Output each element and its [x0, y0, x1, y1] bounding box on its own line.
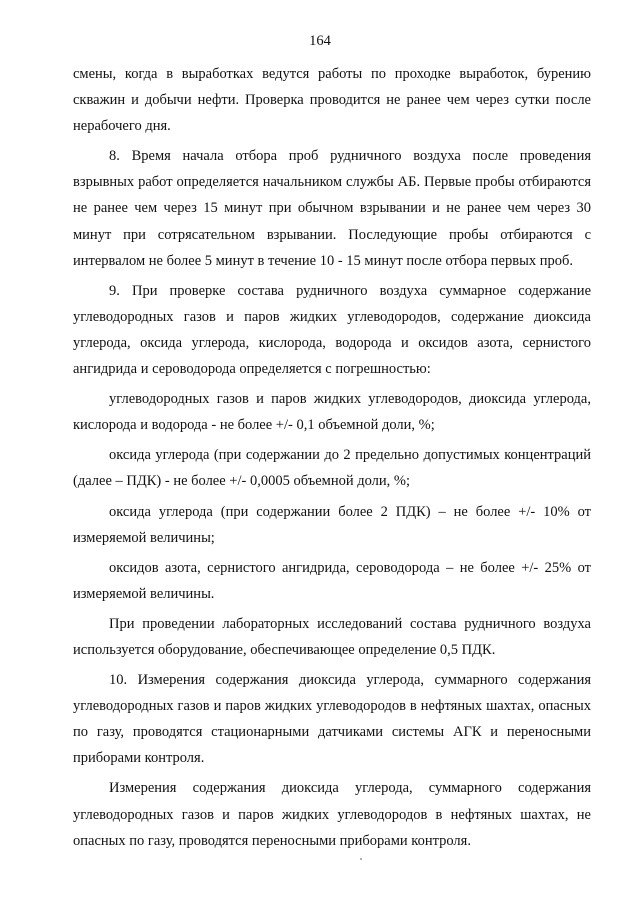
paragraph-accuracy-co-high: оксида углерода (при содержании более 2 ПДК) – не более +/- 10% от измеряемой величины; — [73, 503, 591, 546]
paragraph-item-9: 9. При проверке состава рудничного воздуха суммарное содержание углеводородных газов и паров жидких углеводородов, содержание диоксида углерода, оксида углерода, кислорода, водорода и оксидов азота, сернистого ангидрида и сероводорода определяется с погрешностью: — [73, 282, 591, 378]
document-body — [73, 61, 591, 854]
paragraph-lab-equipment: При проведении лабораторных исследований состава рудничного воздуха используется оборудование, обеспечивающее определение 0,5 ПДК. — [73, 615, 591, 658]
paragraph-accuracy-co-low: оксида углерода (при содержании до 2 предельно допустимых концентраций (далее – ПДК) - не более +/- 0,0005 объемной доли, %; — [73, 447, 591, 490]
paragraph-non-gassy-mines: Измерения содержания диоксида углерода, суммарного содержания углеводородных газов и паров жидких углеводородов в нефтяных шахтах, не опасных по газу, проводятся переносными приборами контроля. — [73, 780, 591, 849]
paragraph-continuation: смены, когда в выработках ведутся работы по проходке выработок, бурению скважин и добычи нефти. Проверка проводится не ранее чем через сутки после нерабочего дня. — [73, 66, 591, 135]
scan-speck — [360, 858, 362, 860]
page-number: 164 — [309, 33, 331, 49]
paragraph-accuracy-hydrocarbons: углеводородных газов и паров жидких углеводородов, диоксида углерода, кислорода и водорода - не более +/- 0,1 объемной доли, %; — [73, 391, 591, 434]
paragraph-item-8: 8. Время начала отбора проб рудничного воздуха после проведения взрывных работ определяется начальником службы АБ. Первые пробы отбираются не ранее чем через 15 минут при обычном взрывании и не ранее чем через 30 минут при сотрясательном взрывании. Последующие пробы отбираются с интервалом не более 5 минут в течение 10 - 15 минут после отбора первых проб. — [73, 148, 591, 269]
paragraph-item-10: 10. Измерения содержания диоксида углерода, суммарного содержания углеводородных газов и паров жидких углеводородов в нефтяных шахтах, опасных по газу, проводятся стационарными датчиками системы АГК и переносными приборами контроля. — [73, 672, 591, 767]
paragraph-accuracy-nox: оксидов азота, сернистого ангидрида, сероводорода – не более +/- 25% от измеряемой величины. — [73, 559, 591, 602]
